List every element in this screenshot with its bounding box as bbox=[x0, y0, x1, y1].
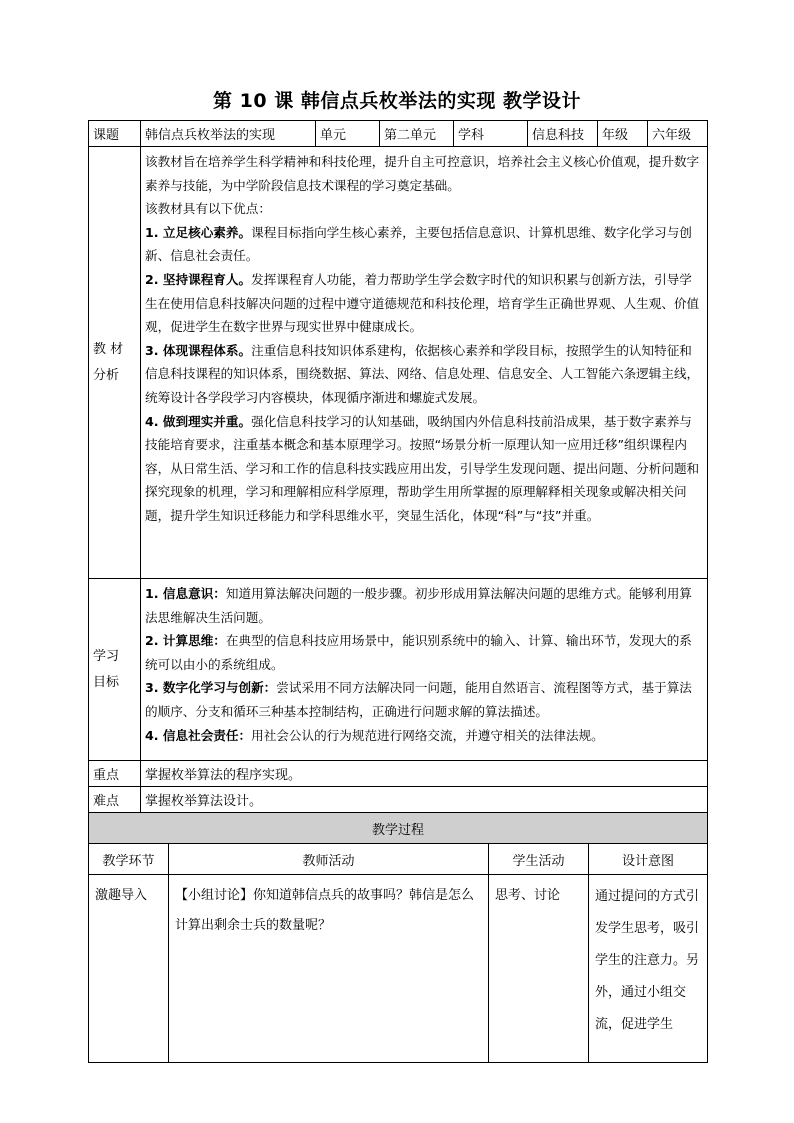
design-intent-cell: 通过提问的方式引发学生思考，吸引学生的注意力。另外，通过小组交流，促进学生 bbox=[589, 875, 708, 1063]
column-header-teacher: 教师活动 bbox=[169, 844, 489, 875]
key-point-value: 掌握枚举算法的程序实现。 bbox=[141, 761, 708, 787]
topic-label: 课题 bbox=[89, 121, 141, 147]
objectives-label-line1: 学习 bbox=[93, 648, 120, 664]
objectives-content bbox=[141, 579, 708, 761]
process-column-header-row bbox=[89, 844, 708, 875]
analysis-label-line2: 分析 bbox=[93, 367, 120, 383]
objective-item: 1. 信息意识：知道用算法解决问题的一般步骤。初步形成用算法解决问题的思维方式。能够利用算法思维解决生活问题。 bbox=[145, 586, 692, 625]
objective-item: 3. 数字化学习与创新：尝试采用不同方法解决同一问题，能用自然语言、流程图等方式，基于算法的顺序、分支和循环三种基本控制结构，正确进行问题求解的算法描述。 bbox=[145, 680, 692, 719]
column-header-stage: 教学环节 bbox=[89, 844, 169, 875]
topic-value: 韩信点兵枚举法的实现 bbox=[141, 121, 316, 147]
analysis-paragraph: 4. 做到理实并重。强化信息科技学习的认知基础，吸纳国内外信息科技前沿成果，基于数字素养与技能培育要求，注重基本概念和基本原理学习。按照“场景分析一原理认知一应用迁移”组织课程内容，从日常生活、学习和工作的信息科技实践应用出发，引导学生发现问题、提出问题、分析问题和探究现象的机理，学习和理解相应科学原理，帮助学生用所掌握的原理解释相关现象或解决相关问题，提升学生知识迁移能力和学科思维水平，突显生活化，体现“科”与“技”并重。 bbox=[145, 413, 700, 523]
teacher-activity-cell: 【小组讨论】你知道韩信点兵的故事吗？韩信是怎么计算出剩余士兵的数量呢？ bbox=[169, 875, 489, 1063]
difficulty-label: 难点 bbox=[89, 787, 141, 813]
analysis-paragraph: 该教材具有以下优点： bbox=[145, 201, 271, 217]
objectives-label-line2: 目标 bbox=[93, 674, 120, 690]
difficulty-row bbox=[89, 787, 708, 813]
stage-cell: 激趣导入 bbox=[89, 875, 169, 1063]
analysis-paragraph: 该教材旨在培养学生科学精神和科技伦理，提升自主可控意识，培养社会主义核心价值观，提升数字素养与技能，为中学阶段信息技术课程的学习奠定基础。 bbox=[145, 154, 700, 193]
analysis-label-line1: 教 材 bbox=[93, 341, 124, 357]
analysis-row bbox=[89, 147, 708, 579]
analysis-paragraph: 1. 立足核心素养。课程目标指向学生核心素养，主要包括信息意识、计算机思维、数字化学习与创新、信息社会责任。 bbox=[145, 224, 692, 264]
subject-value: 信息科技 bbox=[528, 121, 598, 147]
unit-value: 第二单元 bbox=[380, 121, 454, 147]
objectives-label bbox=[89, 579, 141, 761]
teaching-process-table bbox=[88, 812, 708, 1063]
table-row bbox=[89, 875, 708, 1063]
grade-label: 年级 bbox=[598, 121, 648, 147]
key-point-row bbox=[89, 761, 708, 787]
column-header-student: 学生活动 bbox=[489, 844, 589, 875]
process-title: 教学过程 bbox=[89, 813, 708, 844]
analysis-label bbox=[89, 147, 141, 579]
column-header-design: 设计意图 bbox=[589, 844, 708, 875]
process-title-row bbox=[89, 813, 708, 844]
analysis-content bbox=[141, 147, 708, 579]
analysis-paragraph: 2. 坚持课程育人。发挥课程育人功能，着力帮助学生学会数字时代的知识积累与创新方法，引导学生在使用信息科技解决问题的过程中遵守道德规范和科技伦理，培育学生正确世界观、人生观、价值观，促进学生在数字世界与现实世界中健康成长。 bbox=[145, 271, 700, 335]
lesson-info-table bbox=[88, 120, 708, 813]
analysis-paragraph: 3. 体现课程体系。注重信息科技知识体系建构，依据核心素养和学段目标，按照学生的认知特征和信息科技课程的知识体系，围绕数据、算法、网络、信息处理、信息安全、人工智能六条逻辑主线，统筹设计各学段学习内容模块，体现循序渐进和螺旋式发展。 bbox=[145, 342, 700, 405]
subject-label: 学科 bbox=[454, 121, 528, 147]
difficulty-value: 掌握枚举算法设计。 bbox=[141, 787, 708, 813]
page-title: 第 10 课 韩信点兵枚举法的实现 教学设计 bbox=[213, 90, 581, 112]
objective-item: 2. 计算思维：在典型的信息科技应用场景中，能识别系统中的输入、计算、输出环节，发现大的系统可以由小的系统组成。 bbox=[145, 633, 692, 672]
header-row bbox=[89, 121, 708, 147]
key-point-label: 重点 bbox=[89, 761, 141, 787]
student-activity-cell: 思考、讨论 bbox=[489, 875, 589, 1063]
grade-value: 六年级 bbox=[648, 121, 708, 147]
objectives-row bbox=[89, 579, 708, 761]
objective-item: 4. 信息社会责任：用社会公认的行为规范进行网络交流，并遵守相关的法律法规。 bbox=[145, 727, 604, 743]
unit-label: 单元 bbox=[316, 121, 380, 147]
